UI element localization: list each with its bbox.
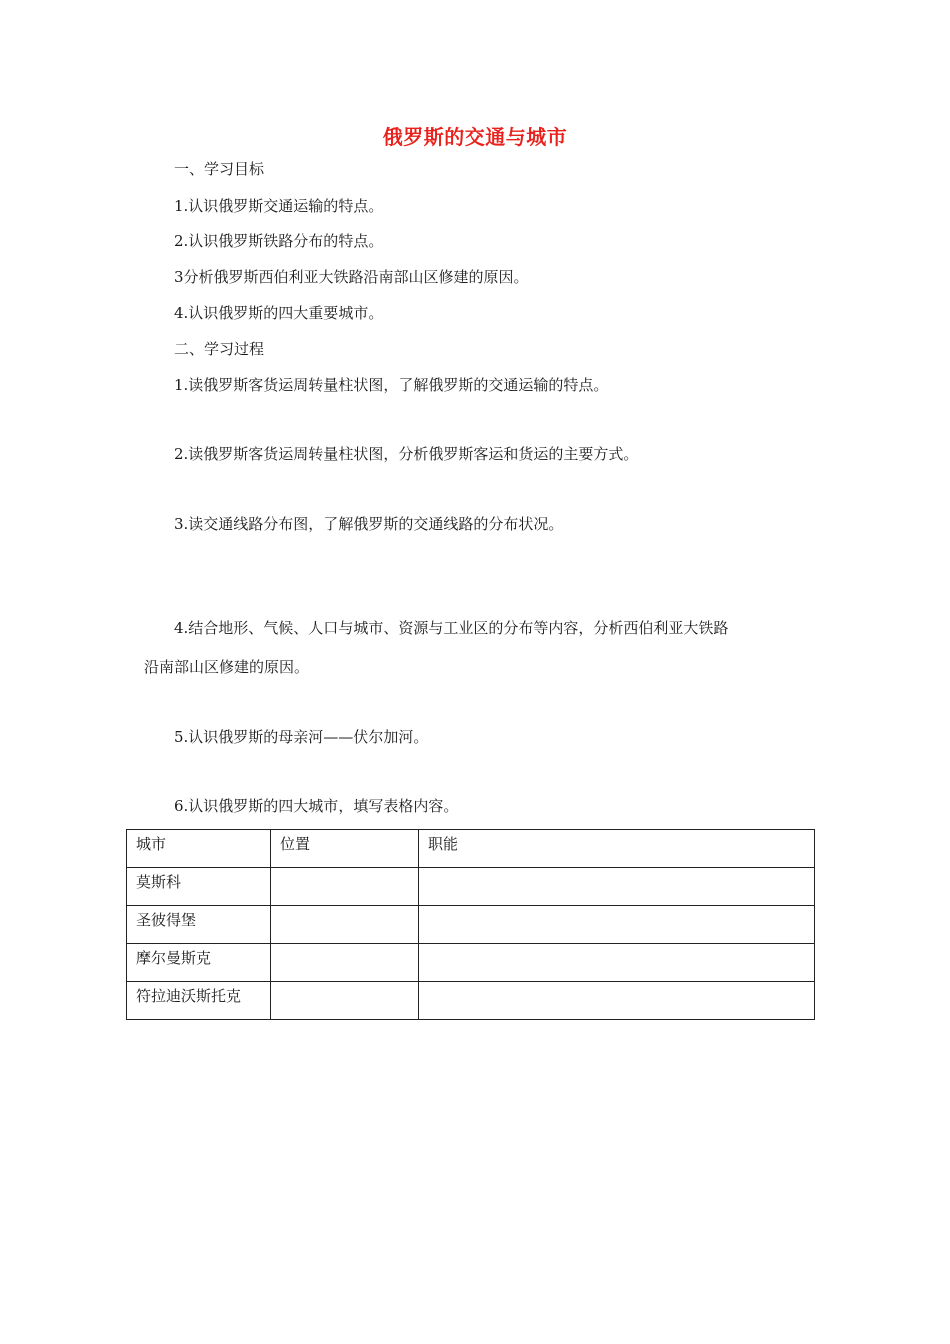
location-cell (271, 982, 419, 1020)
section-heading-process: 二、学习过程 (174, 340, 265, 358)
section-heading-objectives: 一、学习目标 (174, 160, 265, 178)
header-city: 城市 (127, 830, 271, 868)
cities-table (126, 829, 815, 1020)
location-cell (271, 944, 419, 982)
process-item-continuation: 沿南部山区修建的原因。 (144, 658, 310, 676)
location-cell (271, 906, 419, 944)
function-cell (419, 906, 815, 944)
function-cell (419, 944, 815, 982)
header-function: 职能 (419, 830, 815, 868)
objective-item: 1.认识俄罗斯交通运输的特点。 (174, 197, 384, 215)
process-item: 3.读交通线路分布图，了解俄罗斯的交通线路的分布状况。 (174, 515, 564, 533)
table-row (127, 944, 815, 982)
header-location: 位置 (271, 830, 419, 868)
page-title: 俄罗斯的交通与城市 (382, 125, 568, 149)
city-name: 圣彼得堡 (127, 906, 271, 944)
city-name: 符拉迪沃斯托克 (127, 982, 271, 1020)
objective-item: 2.认识俄罗斯铁路分布的特点。 (174, 232, 384, 250)
city-name: 摩尔曼斯克 (127, 944, 271, 982)
city-name: 莫斯科 (127, 868, 271, 906)
process-item: 2.读俄罗斯客货运周转量柱状图，分析俄罗斯客运和货运的主要方式。 (174, 445, 639, 463)
location-cell (271, 868, 419, 906)
objective-item: 3分析俄罗斯西伯利亚大铁路沿南部山区修建的原因。 (174, 268, 529, 286)
table-row (127, 906, 815, 944)
table-header-row (127, 830, 815, 868)
process-item: 5.认识俄罗斯的母亲河——伏尔加河。 (174, 728, 429, 746)
objective-item: 4.认识俄罗斯的四大重要城市。 (174, 304, 384, 322)
process-item: 6.认识俄罗斯的四大城市，填写表格内容。 (174, 797, 459, 815)
process-item: 1.读俄罗斯客货运周转量柱状图，了解俄罗斯的交通运输的特点。 (174, 376, 609, 394)
process-item: 4.结合地形、气候、人口与城市、资源与工业区的分布等内容，分析西伯利亚大铁路 (174, 619, 729, 637)
function-cell (419, 868, 815, 906)
function-cell (419, 982, 815, 1020)
table-row (127, 868, 815, 906)
table-row (127, 982, 815, 1020)
